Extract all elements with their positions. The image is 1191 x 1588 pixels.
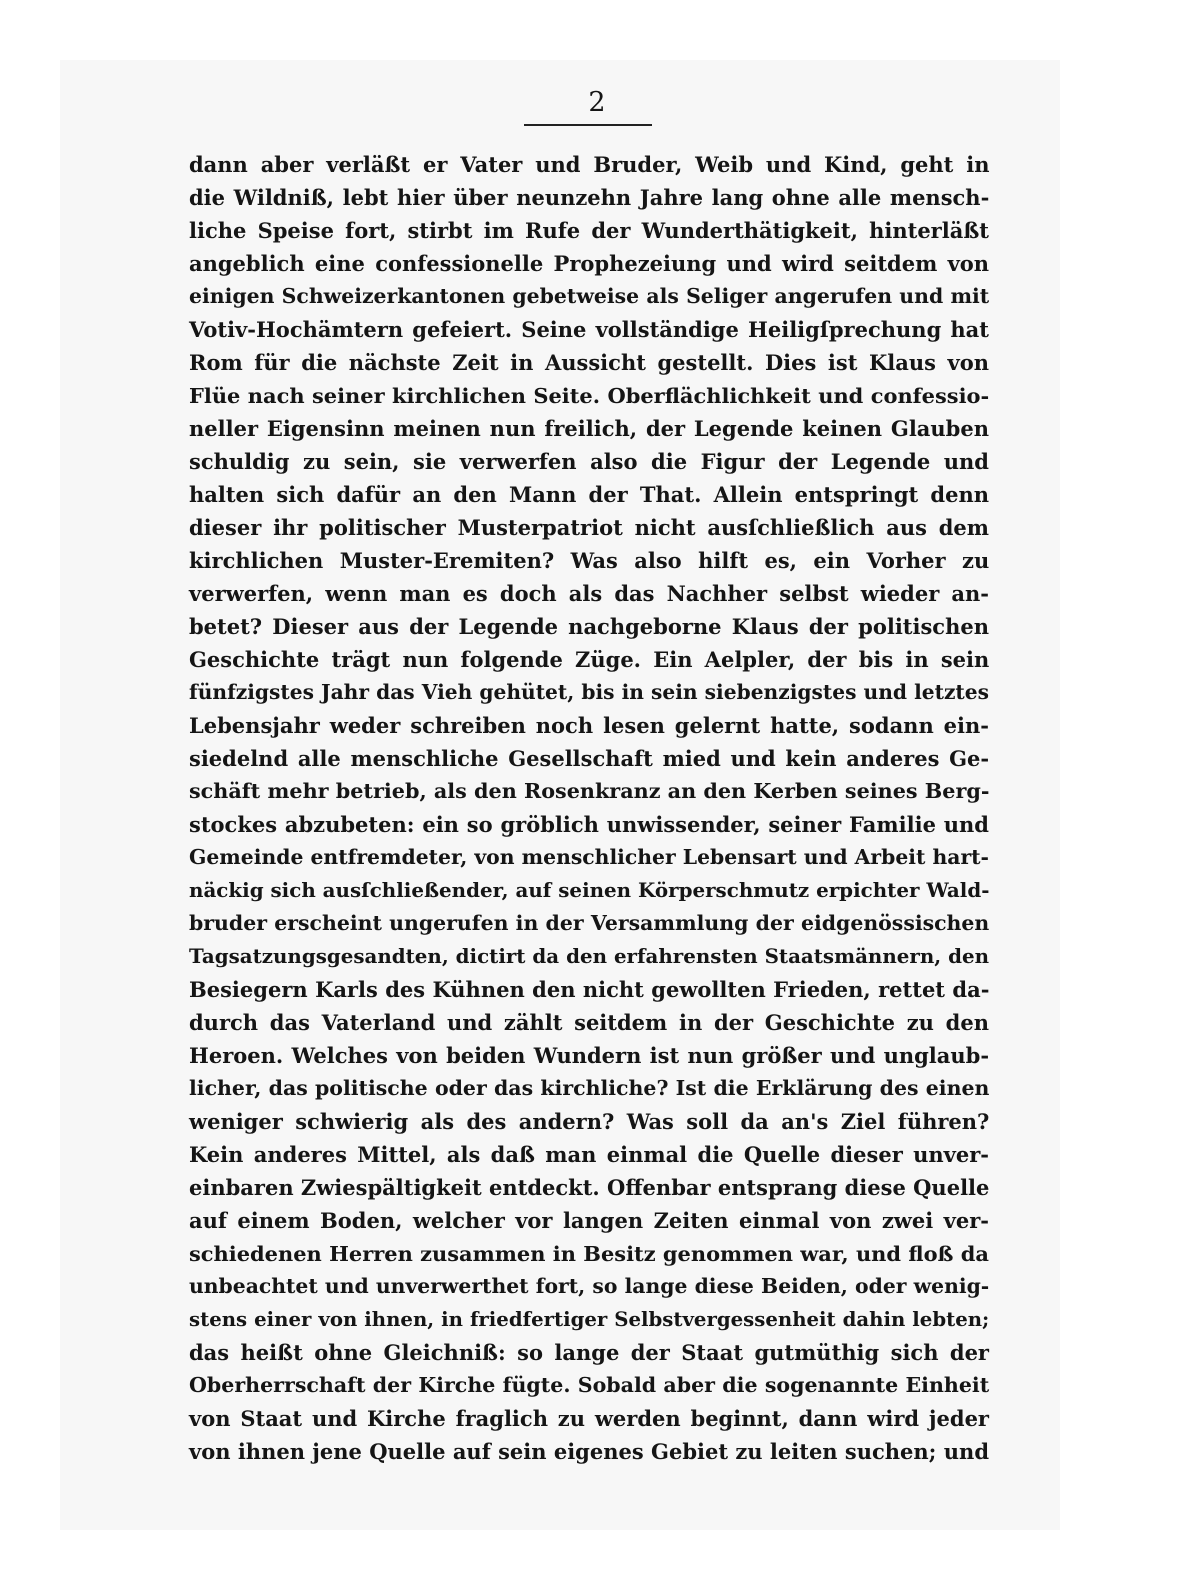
text-line: angeblich eine confessionelle Prophezeiung und wird seitdem von [189, 251, 990, 276]
text-line: Flüe nach seiner kirchlichen Seite. Oberflächlichkeit und confessio- [189, 383, 990, 408]
text-line: fünfzigstes Jahr das Vieh gehütet, bis in sein siebenzigstes und letztes [189, 680, 989, 704]
text-line: stockes abzubeten: ein so gröblich unwissender, seiner Familie und [189, 812, 989, 837]
text-line: Kein anderes Mittel, als daß man einmal die Quelle dieser unver- [189, 1142, 989, 1167]
text-line: Gemeinde entfremdeter, von menschlicher Lebensart und Arbeit hart- [189, 845, 989, 869]
text-line: einigen Schweizerkantonen gebetweise als Seliger angerufen und mit [189, 284, 990, 308]
text-line: weniger schwierig als des andern? Was soll da an's Ziel führen? [189, 1109, 990, 1134]
text-line: dann aber verläßt er Vater und Bruder, Weib und Kind, geht in [189, 152, 990, 177]
text-line: verwerfen, wenn man es doch als das Nachher selbst wieder an- [189, 581, 989, 606]
text-line: von ihnen jene Quelle auf sein eigenes Gebiet zu leiten suchen; und [189, 1439, 989, 1464]
text-line: neller Eigensinn meinen nun freilich, der Legende keinen Glauben [189, 416, 989, 441]
text-line: Oberherrschaft der Kirche fügte. Sobald aber die sogenannte Einheit [189, 1373, 990, 1397]
text-line: Besiegern Karls des Kühnen den nicht gewollten Frieden, rettet da- [189, 977, 990, 1002]
text-line: kirchlichen Muster-Eremiten? Was also hilft es, ein Vorher zu [189, 548, 990, 573]
text-line: liche Speise fort, stirbt im Rufe der Wunderthätigkeit, hinterläßt [189, 218, 989, 243]
text-line: Tagsatzungsgesandten, dictirt da den erfahrensten Staatsmännern, den [189, 944, 989, 968]
text-line: das heißt ohne Gleichniß: so lange der Staat gutmüthig sich der [189, 1340, 989, 1365]
text-line: von Staat und Kirche fraglich zu werden beginnt, dann wird jeder [189, 1406, 989, 1431]
text-line: bruder erscheint ungerufen in der Versammlung der eidgenössischen [189, 911, 990, 935]
text-line: Lebensjahr weder schreiben noch lesen gelernt hatte, sodann ein- [189, 713, 989, 738]
text-line: schiedenen Herren zusammen in Besitz genommen war, und floß da [189, 1241, 989, 1266]
text-line: schäft mehr betrieb, als den Rosenkranz an den Kerben seines Berg- [189, 779, 990, 803]
text-line: näckig sich ausſchließender, auf seinen Körperschmutz erpichter Wald- [189, 878, 990, 902]
text-line: Geschichte trägt nun folgende Züge. Ein Aelpler, der bis in sein [189, 647, 990, 672]
text-line: einbaren Zwiespältigkeit entdeckt. Offenbar entsprang diese Quelle [189, 1175, 990, 1200]
text-line: licher, das politische oder das kirchliche? Ist die Erklärung des einen [189, 1076, 990, 1100]
text-line: die Wildniß, lebt hier über neunzehn Jahre lang ohne alle mensch- [189, 185, 990, 210]
page-number-rule [524, 124, 652, 126]
body-text [189, 148, 989, 1468]
text-line: unbeachtet und unverwerthet fort, so lange diese Beiden, oder wenig- [189, 1274, 990, 1298]
text-line: schuldig zu sein, sie verwerfen also die Figur der Legende und [189, 449, 989, 474]
text-line: Rom für die nächste Zeit in Aussicht gestellt. Dies ist Klaus von [189, 350, 989, 375]
page-number: 2 [588, 87, 606, 118]
text-line: auf einem Boden, welcher vor langen Zeiten einmal von zwei ver- [189, 1208, 989, 1233]
text-line: stens einer von ihnen, in friedfertiger Selbstvergessenheit dahin lebten; [189, 1307, 990, 1331]
text-line: durch das Vaterland und zählt seitdem in der Geschichte zu den [189, 1010, 989, 1035]
text-line: Votiv-Hochämtern gefeiert. Seine vollständige Heiligſprechung hat [189, 317, 989, 342]
text-line: Heroen. Welches von beiden Wundern ist nun größer und unglaub- [189, 1043, 990, 1068]
text-line: siedelnd alle menschliche Gesellschaft mied und kein anderes Ge- [189, 746, 990, 771]
text-line: dieser ihr politischer Musterpatriot nicht ausſchließlich aus dem [189, 515, 989, 540]
text-line: halten sich dafür an den Mann der That. Allein entspringt denn [189, 482, 989, 507]
text-line: betet? Dieser aus der Legende nachgeborne Klaus der politischen [189, 614, 989, 639]
